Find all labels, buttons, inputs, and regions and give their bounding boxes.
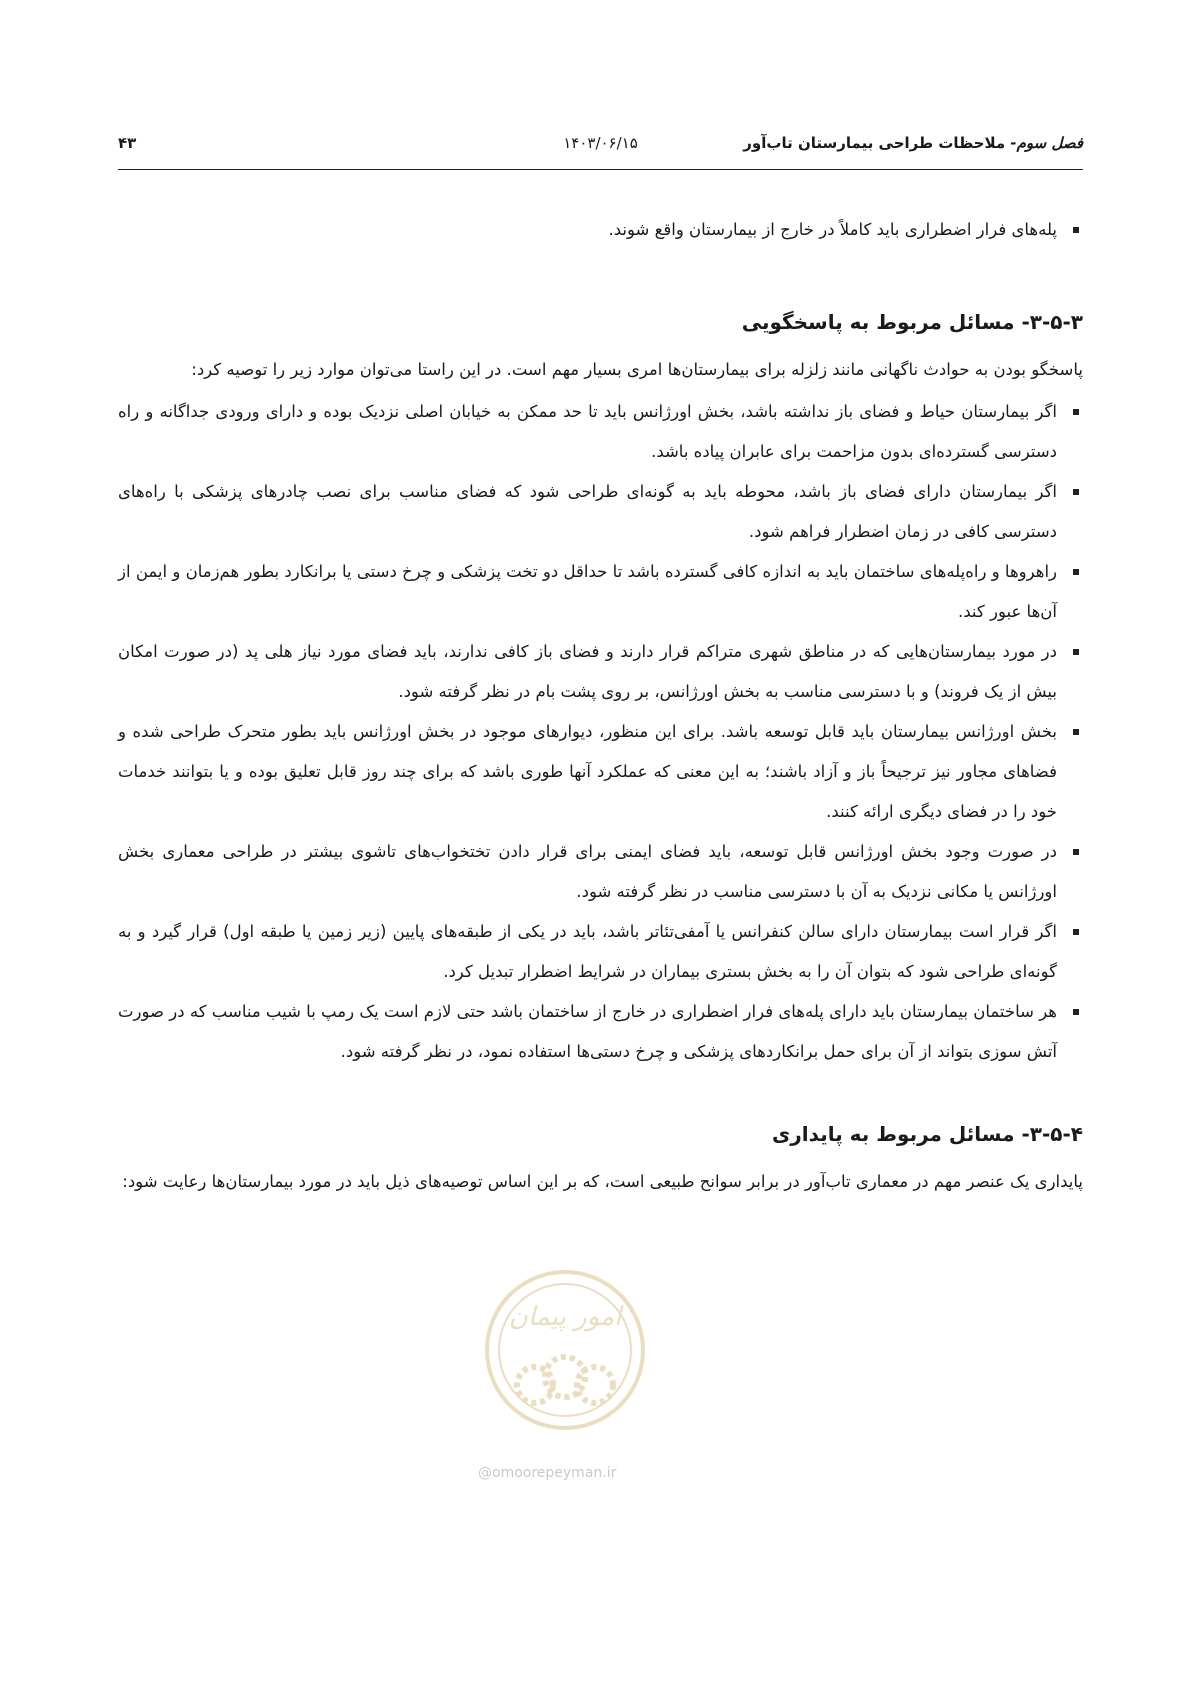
- responsiveness-bullet-list: [118, 392, 1083, 1072]
- chapter-prefix: فصل سوم-: [1010, 134, 1083, 152]
- page-number: ۴۳: [118, 134, 137, 152]
- square-bullet-icon: [1073, 849, 1079, 855]
- page-body: [118, 210, 1083, 1202]
- watermark-url: @omoorepeyman.ir: [478, 1465, 617, 1481]
- list-item: بخش اورژانس بیمارستان باید قابل توسعه باشد. برای این منظور، دیوارهای موجود در بخش اورژانس باید بطور متحرک طراحی شده و فضاهای مجاور نیز ترجیحاً باز و آزاد باشند؛ به این معنی که عملکرد آنها طوری باشد که برای چند روز قابل تعلیق بوده و یا بتوانند خدمات خود را در فضای دیگری ارائه کنند.: [118, 712, 1083, 832]
- square-bullet-icon: [1073, 729, 1079, 735]
- intro-bullet-list: [118, 210, 1083, 250]
- list-item: پله‌های فرار اضطراری باید کاملاً در خارج از بیمارستان واقع شوند.: [118, 210, 1083, 250]
- section-heading-responsiveness: ۳-۵-۳- مسائل مربوط به پاسخگویی: [741, 310, 1083, 334]
- square-bullet-icon: [1073, 649, 1079, 655]
- chapter-name: ملاحظات طراحی بیمارستان تاب‌آور: [743, 134, 1006, 152]
- section-paragraph: پاسخگو بودن به حوادث ناگهانی مانند زلزله برای بیمارستان‌ها امری بسیار مهم است. در این راستا می‌توان موارد زیر را توصیه کرد:: [191, 360, 1083, 379]
- list-item: در مورد بیمارستان‌هایی که در مناطق شهری متراکم قرار دارند و فضای باز کافی ندارند، باید فضای مورد نیاز هلی پد (در صورت امکان بیش از یک فروند) و با دسترسی مناسب به بخش اورژانس، بر روی پشت بام در نظر گرفته شود.: [118, 632, 1083, 712]
- square-bullet-icon: [1073, 409, 1079, 415]
- header-date: ۱۴۰۳/۰۶/۱۵: [563, 134, 638, 152]
- list-item: اگر بیمارستان دارای فضای باز باشد، محوطه باید به گونه‌ای طراحی شود که فضای مناسب برای نصب چادرهای پزشکی با راه‌های دسترسی کافی در زمان اضطرار فراهم شود.: [118, 472, 1083, 552]
- square-bullet-icon: [1073, 569, 1079, 575]
- square-bullet-icon: [1073, 929, 1079, 935]
- list-item: در صورت وجود بخش اورژانس قابل توسعه، باید فضای ایمنی برای قرار دادن تختخواب‌های تاشوی بیشتر در طراحی معماری بخش اورژانس یا مکانی نزدیک به آن با دسترسی مناسب در نظر گرفته شود.: [118, 832, 1083, 912]
- square-bullet-icon: [1073, 227, 1079, 233]
- header-divider: [118, 169, 1083, 170]
- chapter-title: [743, 134, 1083, 152]
- list-item: اگر بیمارستان حیاط و فضای باز نداشته باشد، بخش اورژانس باید تا حد ممکن به خیابان اصلی نزدیک بوده و دارای ورودی جداگانه و راه دسترسی گسترده‌ای بدون مزاحمت برای عابران پیاده باشد.: [118, 392, 1083, 472]
- square-bullet-icon: [1073, 1009, 1079, 1015]
- list-item: راهروها و راه‌پله‌های ساختمان باید به اندازه کافی گسترده باشد تا حداقل دو تخت پزشکی و چرخ دستی یا برانکارد بطور هم‌زمان و ایمن از آن‌ها عبور کند.: [118, 552, 1083, 632]
- list-item: هر ساختمان بیمارستان باید دارای پله‌های فرار اضطراری در خارج از ساختمان باشد حتی لازم است یک رمپ با شیب مناسب که در صورت آتش سوزی بتواند از آن برای حمل برانکاردهای پزشکی و چرخ دستی‌ها استفاده نمود، در نظر گرفته شود.: [118, 992, 1083, 1072]
- list-item: اگر قرار است بیمارستان دارای سالن کنفرانس یا آمفی‌تئاتر باشد، باید در یکی از طبقه‌های پایین (زیر زمین یا طبقه اول) قرار گیرد و به گونه‌ای طراحی شود که بتوان آن را به بخش بستری بیماران در شرایط اضطرار تبدیل کرد.: [118, 912, 1083, 992]
- square-bullet-icon: [1073, 489, 1079, 495]
- page-header: [118, 126, 1083, 166]
- watermark-logo-text: امور پیمان: [508, 1302, 622, 1332]
- watermark-logo-icon: [480, 1265, 650, 1455]
- section-paragraph: پایداری یک عنصر مهم در معماری تاب‌آور در برابر سوانح طبیعی است، که بر این اساس توصیه‌های ذیل باید در مورد بیمارستان‌ها رعایت شود:: [122, 1172, 1083, 1191]
- section-heading-stability: ۳-۵-۴- مسائل مربوط به پایداری: [771, 1122, 1083, 1146]
